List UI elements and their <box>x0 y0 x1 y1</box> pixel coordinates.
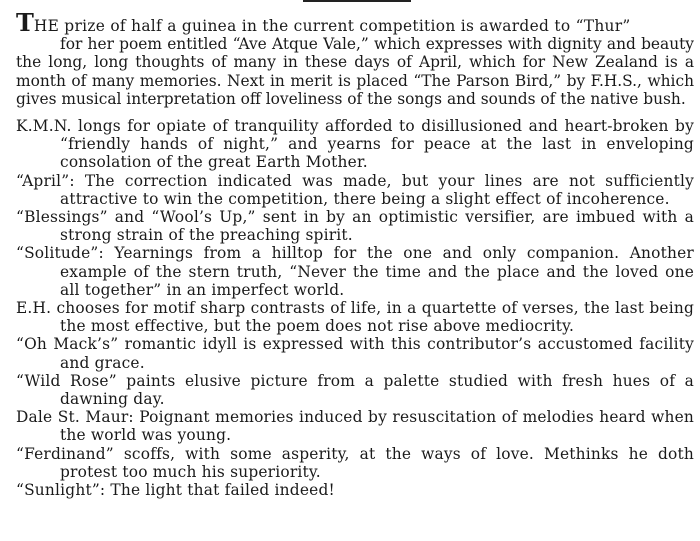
critique-note: “Solitude”: Yearnings from a hilltop for the one and only companion. Another example of the stern truth, “Never the time and the place and the loved one all together” in an imperfect world. <box>16 244 694 299</box>
critique-note: “Blessings” and “Wool’s Up,” sent in by an optimistic versifier, are imbued with a strong strain of the preaching spirit. <box>16 208 694 245</box>
competition-article <box>16 8 694 500</box>
critique-note: “April”: The correction indicated was made, but your lines are not sufficiently attractive to win the competition, there being a slight effect of incoherence. <box>16 171 694 208</box>
critique-note: E.H. chooses for motif sharp contrasts of life, in a quartette of verses, the last being the most effective, but the poem does not rise above mediocrity. <box>16 299 694 336</box>
critique-note: K.M.N. longs for opiate of tranquility afforded to disillusioned and heart-broken by “friendly hands of night,” and yearns for peace at the last in enveloping consolation of the great Earth Mother. <box>16 117 694 172</box>
lead-first-line: HE prize of half a guinea in the current competition is awarded to “Thur” <box>33 17 631 35</box>
critique-note: “Sunlight”: The light that failed indeed! <box>16 481 335 500</box>
critique-note: “Oh Mack’s” romantic idyll is expressed with this contributor’s accustomed facility and grace. <box>16 335 694 372</box>
drop-initial: T <box>16 8 34 37</box>
lead-indent <box>16 35 60 53</box>
critique-note: “Wild Rose” paints elusive picture from a palette studied with fresh hues of a dawning day. <box>16 371 694 409</box>
lead-remaining-text: for her poem entitled “Ave Atque Vale,” which expresses with dignity and beauty the long, long thoughts of many in these days of April, which for New Zealand is a month of many memories. Next in merit is placed “The Parson Bird,” by F.H.S., which gives musical interpretation off loveliness of the songs and sounds of the native bush. <box>16 35 694 108</box>
critique-note: Dale St. Maur: Poignant memories induced by resuscitation of melodies heard when the world was young. <box>16 408 694 445</box>
lead-paragraph <box>16 8 694 108</box>
header-rule <box>303 0 411 2</box>
critique-note: “Ferdinand” scoffs, with some asperity, at the ways of love. Methinks he doth protest too much his superiority. <box>16 444 694 481</box>
